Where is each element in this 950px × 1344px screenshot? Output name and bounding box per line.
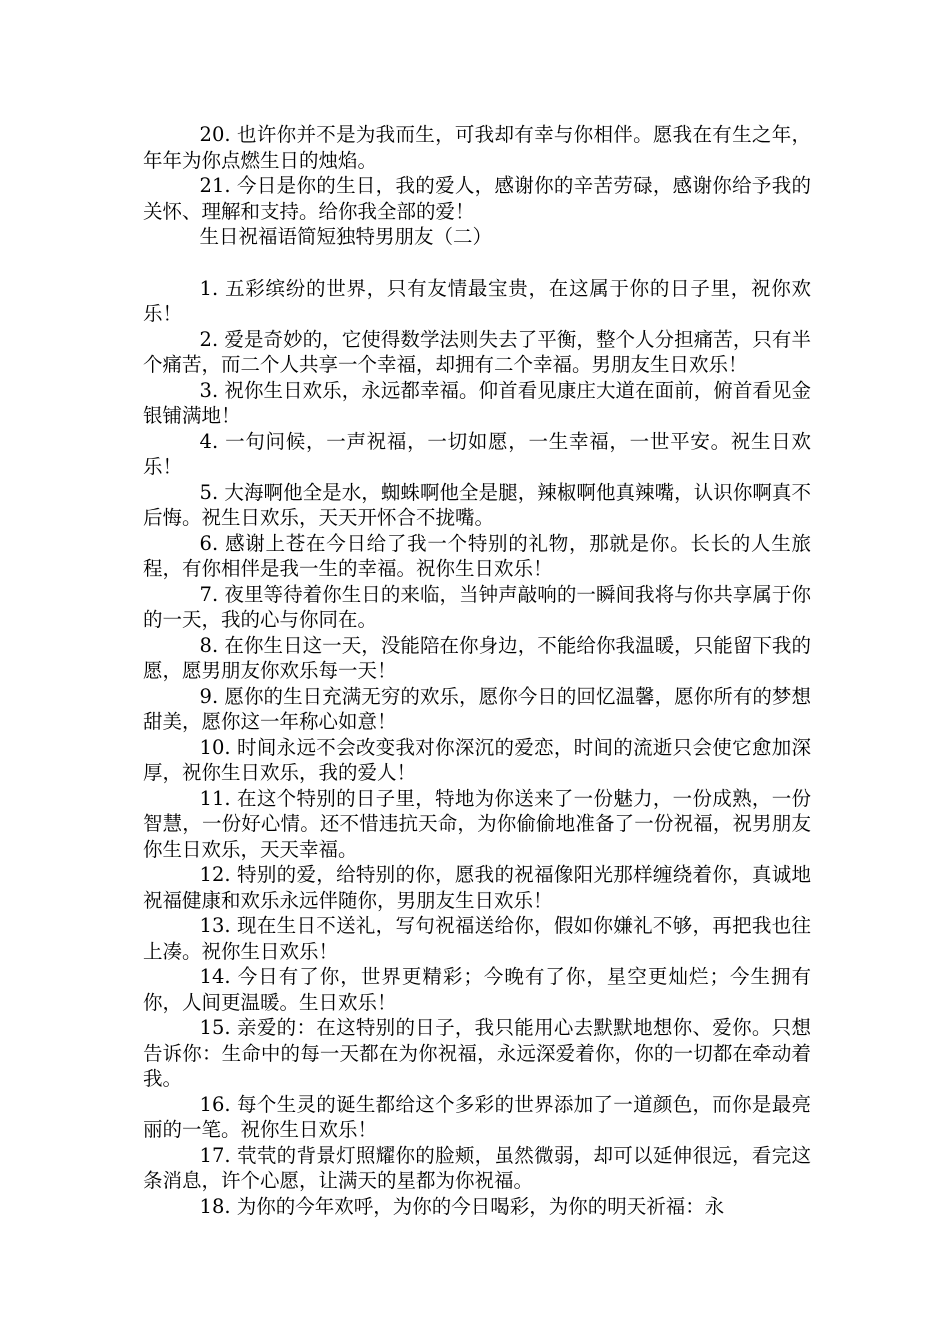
- paragraph-10: 10. 时间永远不会改变我对你深沉的爱恋，时间的流逝只会使它愈加深厚，祝你生日欢乐，我的爱人！: [143, 735, 811, 784]
- paragraph-20: 20. 也许你并不是为我而生，可我却有幸与你相伴。愿我在有生之年，年年为你点燃生日的烛焰。: [143, 123, 811, 172]
- paragraph-15: 15. 亲爱的：在这特别的日子，我只能用心去默默地想你、爱你。只想告诉你：生命中的每一天都在为你祝福，永远深爱着你，你的一切都在牵动着我。: [143, 1016, 811, 1090]
- paragraph-4: 4. 一句问候，一声祝福，一切如愿，一生幸福，一世平安。祝生日欢乐！: [143, 429, 811, 478]
- paragraph-14: 14. 今日有了你，世界更精彩；今晚有了你，星空更灿烂；今生拥有你，人间更温暖。生日欢乐！: [143, 965, 811, 1014]
- paragraph-11: 11. 在这个特别的日子里，特地为你送来了一份魅力，一份成熟，一份智慧，一份好心情。还不惜违抗天命，为你偷偷地准备了一份祝福，祝男朋友你生日欢乐，天天幸福。: [143, 786, 811, 861]
- paragraph-9: 9. 愿你的生日充满无穷的欢乐，愿你今日的回忆温馨，愿你所有的梦想甜美，愿你这一年称心如意！: [143, 684, 811, 733]
- paragraph-21: 21. 今日是你的生日，我的爱人，感谢你的辛苦劳碌，感谢你给予我的关怀、理解和支持。给你我全部的爱！: [143, 174, 811, 223]
- paragraph-2: 2. 爱是奇妙的，它使得数学法则失去了平衡，整个人分担痛苦，只有半个痛苦，而二个人共享一个幸福，却拥有二个幸福。男朋友生日欢乐！: [143, 327, 811, 376]
- blank-line: [143, 250, 811, 276]
- paragraph-6: 6. 感谢上苍在今日给了我一个特别的礼物，那就是你。长长的人生旅程，有你相伴是我一生的幸福。祝你生日欢乐！: [143, 531, 811, 580]
- paragraph-17: 17. 茕茕的背景灯照耀你的脸颊，虽然微弱，却可以延伸很远，看完这条消息，许个心愿，让满天的星都为你祝福。: [143, 1143, 811, 1192]
- paragraph-7: 7. 夜里等待着你生日的来临，当钟声敲响的一瞬间我将与你共享属于你的一天，我的心与你同在。: [143, 582, 811, 631]
- section-title: 生日祝福语简短独特男朋友（二）: [199, 225, 493, 248]
- paragraph-12: 12. 特别的爱，给特别的你，愿我的祝福像阳光那样缠绕着你，真诚地祝福健康和欢乐永远伴随你，男朋友生日欢乐！: [143, 863, 811, 912]
- paragraph-5: 5. 大海啊他全是水，蜘蛛啊他全是腿，辣椒啊他真辣嘴，认识你啊真不后悔。祝生日欢乐，天天开怀合不拢嘴。: [143, 480, 811, 529]
- paragraph-8: 8. 在你生日这一天，没能陪在你身边，不能给你我温暖，只能留下我的愿，愿男朋友你欢乐每一天！: [143, 633, 811, 682]
- paragraph-13: 13. 现在生日不送礼，写句祝福送给你，假如你嫌礼不够，再把我也往上凑。祝你生日欢乐！: [143, 914, 811, 963]
- document-body: [143, 122, 811, 1219]
- paragraph-18: 18. 为你的今年欢呼，为你的今日喝彩，为你的明天祈福：永: [199, 1194, 725, 1218]
- paragraph-3: 3. 祝你生日欢乐，永远都幸福。仰首看见康庄大道在面前，俯首看见金银铺满地！: [143, 378, 811, 427]
- paragraph-16: 16. 每个生灵的诞生都给这个多彩的世界添加了一道颜色，而你是最亮丽的一笔。祝你生日欢乐！: [143, 1092, 811, 1141]
- paragraph-1: 1. 五彩缤纷的世界，只有友情最宝贵，在这属于你的日子里，祝你欢乐！: [143, 276, 811, 325]
